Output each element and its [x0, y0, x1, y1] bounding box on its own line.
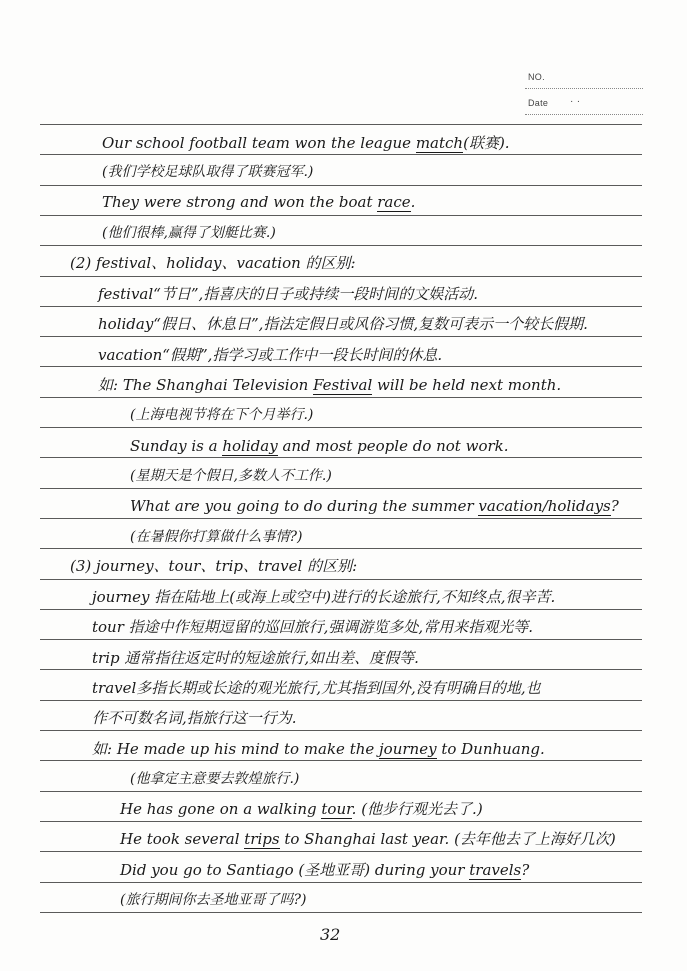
date-line	[525, 114, 643, 115]
note-line	[130, 464, 332, 488]
line-text: holiday“假日、休息日”,指法定假日或风俗习惯,复数可表示一个较长假期.	[98, 315, 588, 333]
note-line	[98, 312, 588, 336]
ruled-line	[40, 185, 642, 186]
line-text: They were strong and won the boat	[102, 193, 378, 211]
note-line	[92, 706, 297, 730]
underlined-word: race	[377, 193, 411, 211]
note-line	[92, 676, 541, 700]
line-text: Our school football team won the league	[102, 134, 416, 152]
ruled-line	[40, 579, 642, 580]
line-text: 如: He made up his mind to make the	[92, 740, 380, 758]
line-text: He has gone on a walking	[120, 800, 322, 818]
note-line	[130, 494, 619, 518]
line-text: to Shanghai last year. (去年他去了上海好几次)	[279, 830, 616, 848]
note-line	[98, 282, 478, 306]
note-line	[102, 160, 313, 184]
underlined-word: vacation/holidays	[478, 497, 611, 515]
note-line	[102, 190, 415, 214]
note-line	[92, 615, 533, 639]
line-text: .	[410, 193, 416, 211]
line-text: (2) festival、holiday、vacation 的区别:	[70, 254, 356, 272]
ruled-line	[40, 639, 642, 640]
line-text: Sunday is a	[130, 437, 223, 455]
line-text: travel多指长期或长途的观光旅行,尤其指到国外,没有明确目的地,也	[92, 679, 541, 697]
note-line	[98, 373, 561, 397]
page-number: 32	[320, 925, 341, 944]
note-line	[120, 797, 483, 821]
line-text: . (他步行观光去了.)	[351, 800, 483, 818]
line-text: vacation“假期”,指学习或工作中一段长时间的休息.	[98, 346, 443, 364]
note-line	[92, 737, 545, 761]
line-text: (旅行期间你去圣地亚哥了吗?)	[120, 892, 307, 908]
underlined-word: travels	[469, 861, 522, 879]
line-text: (上海电视节将在下个月举行.)	[130, 407, 314, 423]
line-text: will be held next month.	[372, 376, 562, 394]
ruled-line	[40, 215, 642, 216]
ruled-line	[40, 730, 642, 731]
underlined-word: trips	[244, 830, 280, 848]
line-text: Did you go to Santiago (圣地亚哥) during your	[120, 861, 470, 879]
line-text: 作不可数名词,指旅行这一行为.	[92, 709, 297, 727]
ruled-line	[40, 245, 642, 246]
note-line	[130, 403, 313, 427]
note-line	[102, 221, 276, 245]
line-text: (我们学校足球队取得了联赛冠军.)	[102, 164, 314, 180]
note-line	[92, 585, 555, 609]
ruled-line	[40, 851, 642, 852]
line-text: journey 指在陆地上(或海上或空中)进行的长途旅行,不知终点,很辛苦.	[92, 588, 556, 606]
ruled-line	[40, 518, 642, 519]
line-text: (在暑假你打算做什么事情?)	[130, 529, 303, 545]
line-text: 如: The Shanghai Television	[98, 376, 314, 394]
underlined-word: tour	[321, 800, 352, 818]
note-line	[120, 888, 306, 912]
line-text: He took several	[120, 830, 245, 848]
note-line	[92, 646, 419, 670]
note-line	[130, 767, 299, 791]
underlined-word: match	[415, 134, 464, 152]
line-text: (他拿定主意要去敦煌旅行.)	[130, 771, 300, 787]
ruled-line	[40, 124, 642, 125]
underlined-word: journey	[379, 740, 437, 758]
line-text: (他们很棒,赢得了划艇比赛.)	[102, 225, 276, 241]
line-text: (联赛).	[463, 134, 510, 152]
no-label: NO.	[528, 72, 545, 82]
line-text: trip 通常指往返定时的短途旅行,如出差、度假等.	[92, 649, 419, 667]
line-text: and most people do not work.	[277, 437, 509, 455]
note-line	[102, 131, 510, 155]
note-line	[130, 434, 509, 458]
line-text: festival“节日”,指喜庆的日子或持续一段时间的文娱活动.	[98, 285, 479, 303]
ruled-line	[40, 276, 642, 277]
no-line	[525, 88, 643, 89]
underlined-word: Festival	[313, 376, 373, 394]
line-text: (3) journey、tour、trip、travel 的区别:	[70, 557, 358, 575]
ruled-line	[40, 821, 642, 822]
ruled-line	[40, 336, 642, 337]
note-line	[70, 251, 356, 275]
note-line	[120, 858, 529, 882]
note-line	[130, 525, 302, 549]
line-text: to Dunhuang.	[436, 740, 545, 758]
note-line	[120, 827, 616, 851]
date-label: Date	[528, 98, 549, 108]
line-text: tour 指途中作短期逗留的巡回旅行,强调游览多处,常用来指观光等.	[92, 618, 533, 636]
note-line	[98, 343, 442, 367]
underlined-word: holiday	[222, 437, 278, 455]
line-text: ?	[521, 861, 530, 879]
date-dots: · ·	[570, 96, 581, 107]
line-text: What are you going to do during the summer	[130, 497, 479, 515]
ruled-line	[40, 427, 642, 428]
note-line	[70, 554, 357, 578]
line-text: (星期天是个假日,多数人不工作.)	[130, 468, 332, 484]
line-text: ?	[610, 497, 619, 515]
